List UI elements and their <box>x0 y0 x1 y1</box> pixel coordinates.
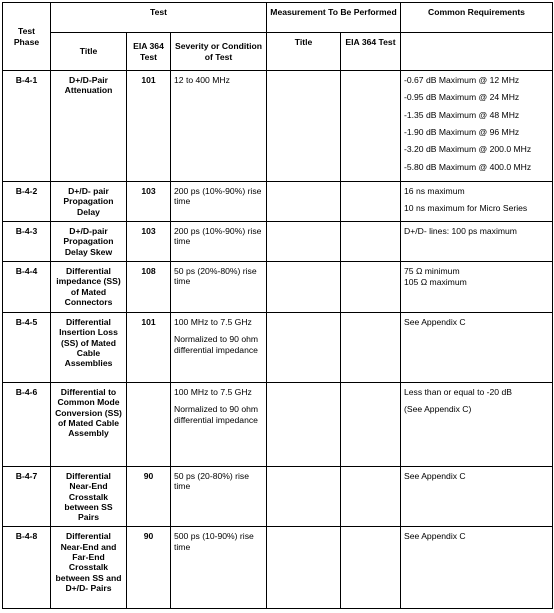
measurement-title-cell <box>267 182 341 222</box>
requirement-line: 16 ns maximum <box>404 186 465 196</box>
header-requirements-blank <box>401 33 553 71</box>
severity-cell <box>171 382 267 466</box>
severity-line: 50 ps (20%-80%) rise time <box>174 265 257 287</box>
requirements-cell <box>401 312 553 382</box>
requirements-cell <box>401 71 553 182</box>
test-title-cell: D+/D- pair Propagation Delay <box>51 182 127 222</box>
measurement-title-cell <box>267 312 341 382</box>
test-phase-cell: B-4-1 <box>3 71 51 182</box>
requirement-line: -1.35 dB Maximum @ 48 MHz <box>404 109 520 120</box>
test-phase-cell: B-4-4 <box>3 261 51 312</box>
eia-test-cell: 90 <box>127 527 171 609</box>
header-eia: EIA 364 Test <box>127 33 171 71</box>
eia-test-cell: 90 <box>127 466 171 527</box>
table-row <box>3 261 553 312</box>
eia-test-cell: 101 <box>127 312 171 382</box>
severity-line: Normalized to 90 ohm differential impedance <box>174 334 259 355</box>
severity-line: 50 ps (20-80%) rise time <box>174 470 249 492</box>
requirements-cell <box>401 466 553 527</box>
requirements-cell <box>401 527 553 609</box>
requirements-cell <box>401 382 553 466</box>
measurement-title-cell <box>267 71 341 182</box>
header-title: Title <box>51 33 127 71</box>
header-measurement: Measurement To Be Performed <box>267 3 401 33</box>
table-row <box>3 527 553 609</box>
requirement-line: -0.67 dB Maximum @ 12 MHz <box>404 75 520 85</box>
requirements-cell <box>401 182 553 222</box>
test-phase-cell: B-4-6 <box>3 382 51 466</box>
header-measurement-title: Title <box>267 33 341 71</box>
table-row <box>3 466 553 527</box>
test-phase-cell: B-4-7 <box>3 466 51 527</box>
header-common-requirements: Common Requirements <box>401 3 553 33</box>
table-row <box>3 221 553 261</box>
severity-cell <box>171 527 267 609</box>
measurement-title-cell <box>267 261 341 312</box>
severity-cell <box>171 221 267 261</box>
measurement-eia-cell <box>341 221 401 261</box>
measurement-title-cell <box>267 527 341 609</box>
requirements-cell <box>401 261 553 312</box>
table-row <box>3 382 553 466</box>
measurement-eia-cell <box>341 312 401 382</box>
requirement-line: See Appendix C <box>404 470 466 481</box>
severity-cell <box>171 71 267 182</box>
table-row <box>3 71 553 182</box>
eia-test-cell: 108 <box>127 261 171 312</box>
measurement-eia-cell <box>341 527 401 609</box>
eia-test-cell <box>127 382 171 466</box>
test-requirements-table <box>2 2 553 609</box>
header-severity: Severity or Condition of Test <box>171 33 267 71</box>
test-phase-cell: B-4-8 <box>3 527 51 609</box>
measurement-eia-cell <box>341 71 401 182</box>
measurement-eia-cell <box>341 261 401 312</box>
measurement-eia-cell <box>341 382 401 466</box>
test-title-cell: Differential to Common Mode Conversion (SS) of Mated Cable Assembly <box>51 382 127 466</box>
test-title-cell: D+/D-pair Propagation Delay Skew <box>51 221 127 261</box>
eia-test-cell: 101 <box>127 71 171 182</box>
severity-cell <box>171 466 267 527</box>
header-test-phase: Test Phase <box>3 3 51 71</box>
severity-line: 500 ps (10-90%) rise time <box>174 531 254 552</box>
measurement-title-cell <box>267 382 341 466</box>
severity-line: 12 to 400 MHz <box>174 75 230 85</box>
severity-line: 100 MHz to 7.5 GHz <box>174 316 252 327</box>
header-test: Test <box>51 3 267 33</box>
eia-test-cell: 103 <box>127 221 171 261</box>
requirement-line: See Appendix C <box>404 316 466 327</box>
measurement-eia-cell <box>341 466 401 527</box>
test-title-cell: Differential Near-End and Far-End Crosstalk between SS and D+/D- Pairs <box>51 527 127 609</box>
test-phase-cell: B-4-3 <box>3 221 51 261</box>
requirement-line: D+/D- lines: 100 ps maximum <box>404 225 517 236</box>
header-measurement-eia: EIA 364 Test <box>341 33 401 71</box>
requirement-line: 10 ns maximum for Micro Series <box>404 203 528 214</box>
requirement-line: (See Appendix C) <box>404 404 472 415</box>
severity-line: 200 ps (10%-90%) rise time <box>174 225 262 247</box>
severity-line: 100 MHz to 7.5 GHz <box>174 386 252 397</box>
table-row <box>3 312 553 382</box>
requirement-line: Less than or equal to -20 dB <box>404 386 512 397</box>
table-row <box>3 182 553 222</box>
measurement-title-cell <box>267 221 341 261</box>
severity-cell <box>171 261 267 312</box>
requirement-line: See Appendix C <box>404 531 466 542</box>
severity-line: Normalized to 90 ohm differential impedance <box>174 404 259 425</box>
requirement-line: 75 Ω minimum <box>404 265 460 276</box>
severity-cell <box>171 312 267 382</box>
requirement-line: 105 Ω maximum <box>404 277 467 288</box>
requirement-line: -3.20 dB Maximum @ 200.0 MHz <box>404 144 532 155</box>
test-phase-cell: B-4-2 <box>3 182 51 222</box>
requirement-line: -0.95 dB Maximum @ 24 MHz <box>404 92 520 103</box>
test-title-cell: D+/D-Pair Attenuation <box>51 71 127 182</box>
eia-test-cell: 103 <box>127 182 171 222</box>
test-title-cell: Differential impedance (SS) of Mated Connectors <box>51 261 127 312</box>
requirements-cell <box>401 221 553 261</box>
measurement-title-cell <box>267 466 341 527</box>
severity-line: 200 ps (10%-90%) rise time <box>174 186 262 207</box>
severity-cell <box>171 182 267 222</box>
test-title-cell: Differential Insertion Loss (SS) of Mated Cable Assemblies <box>51 312 127 382</box>
measurement-eia-cell <box>341 182 401 222</box>
requirement-line: -1.90 dB Maximum @ 96 MHz <box>404 126 520 137</box>
test-title-cell: Differential Near-End Crosstalk between SS Pairs <box>51 466 127 527</box>
requirement-line: -5.80 dB Maximum @ 400.0 MHz <box>404 161 532 172</box>
test-phase-cell: B-4-5 <box>3 312 51 382</box>
